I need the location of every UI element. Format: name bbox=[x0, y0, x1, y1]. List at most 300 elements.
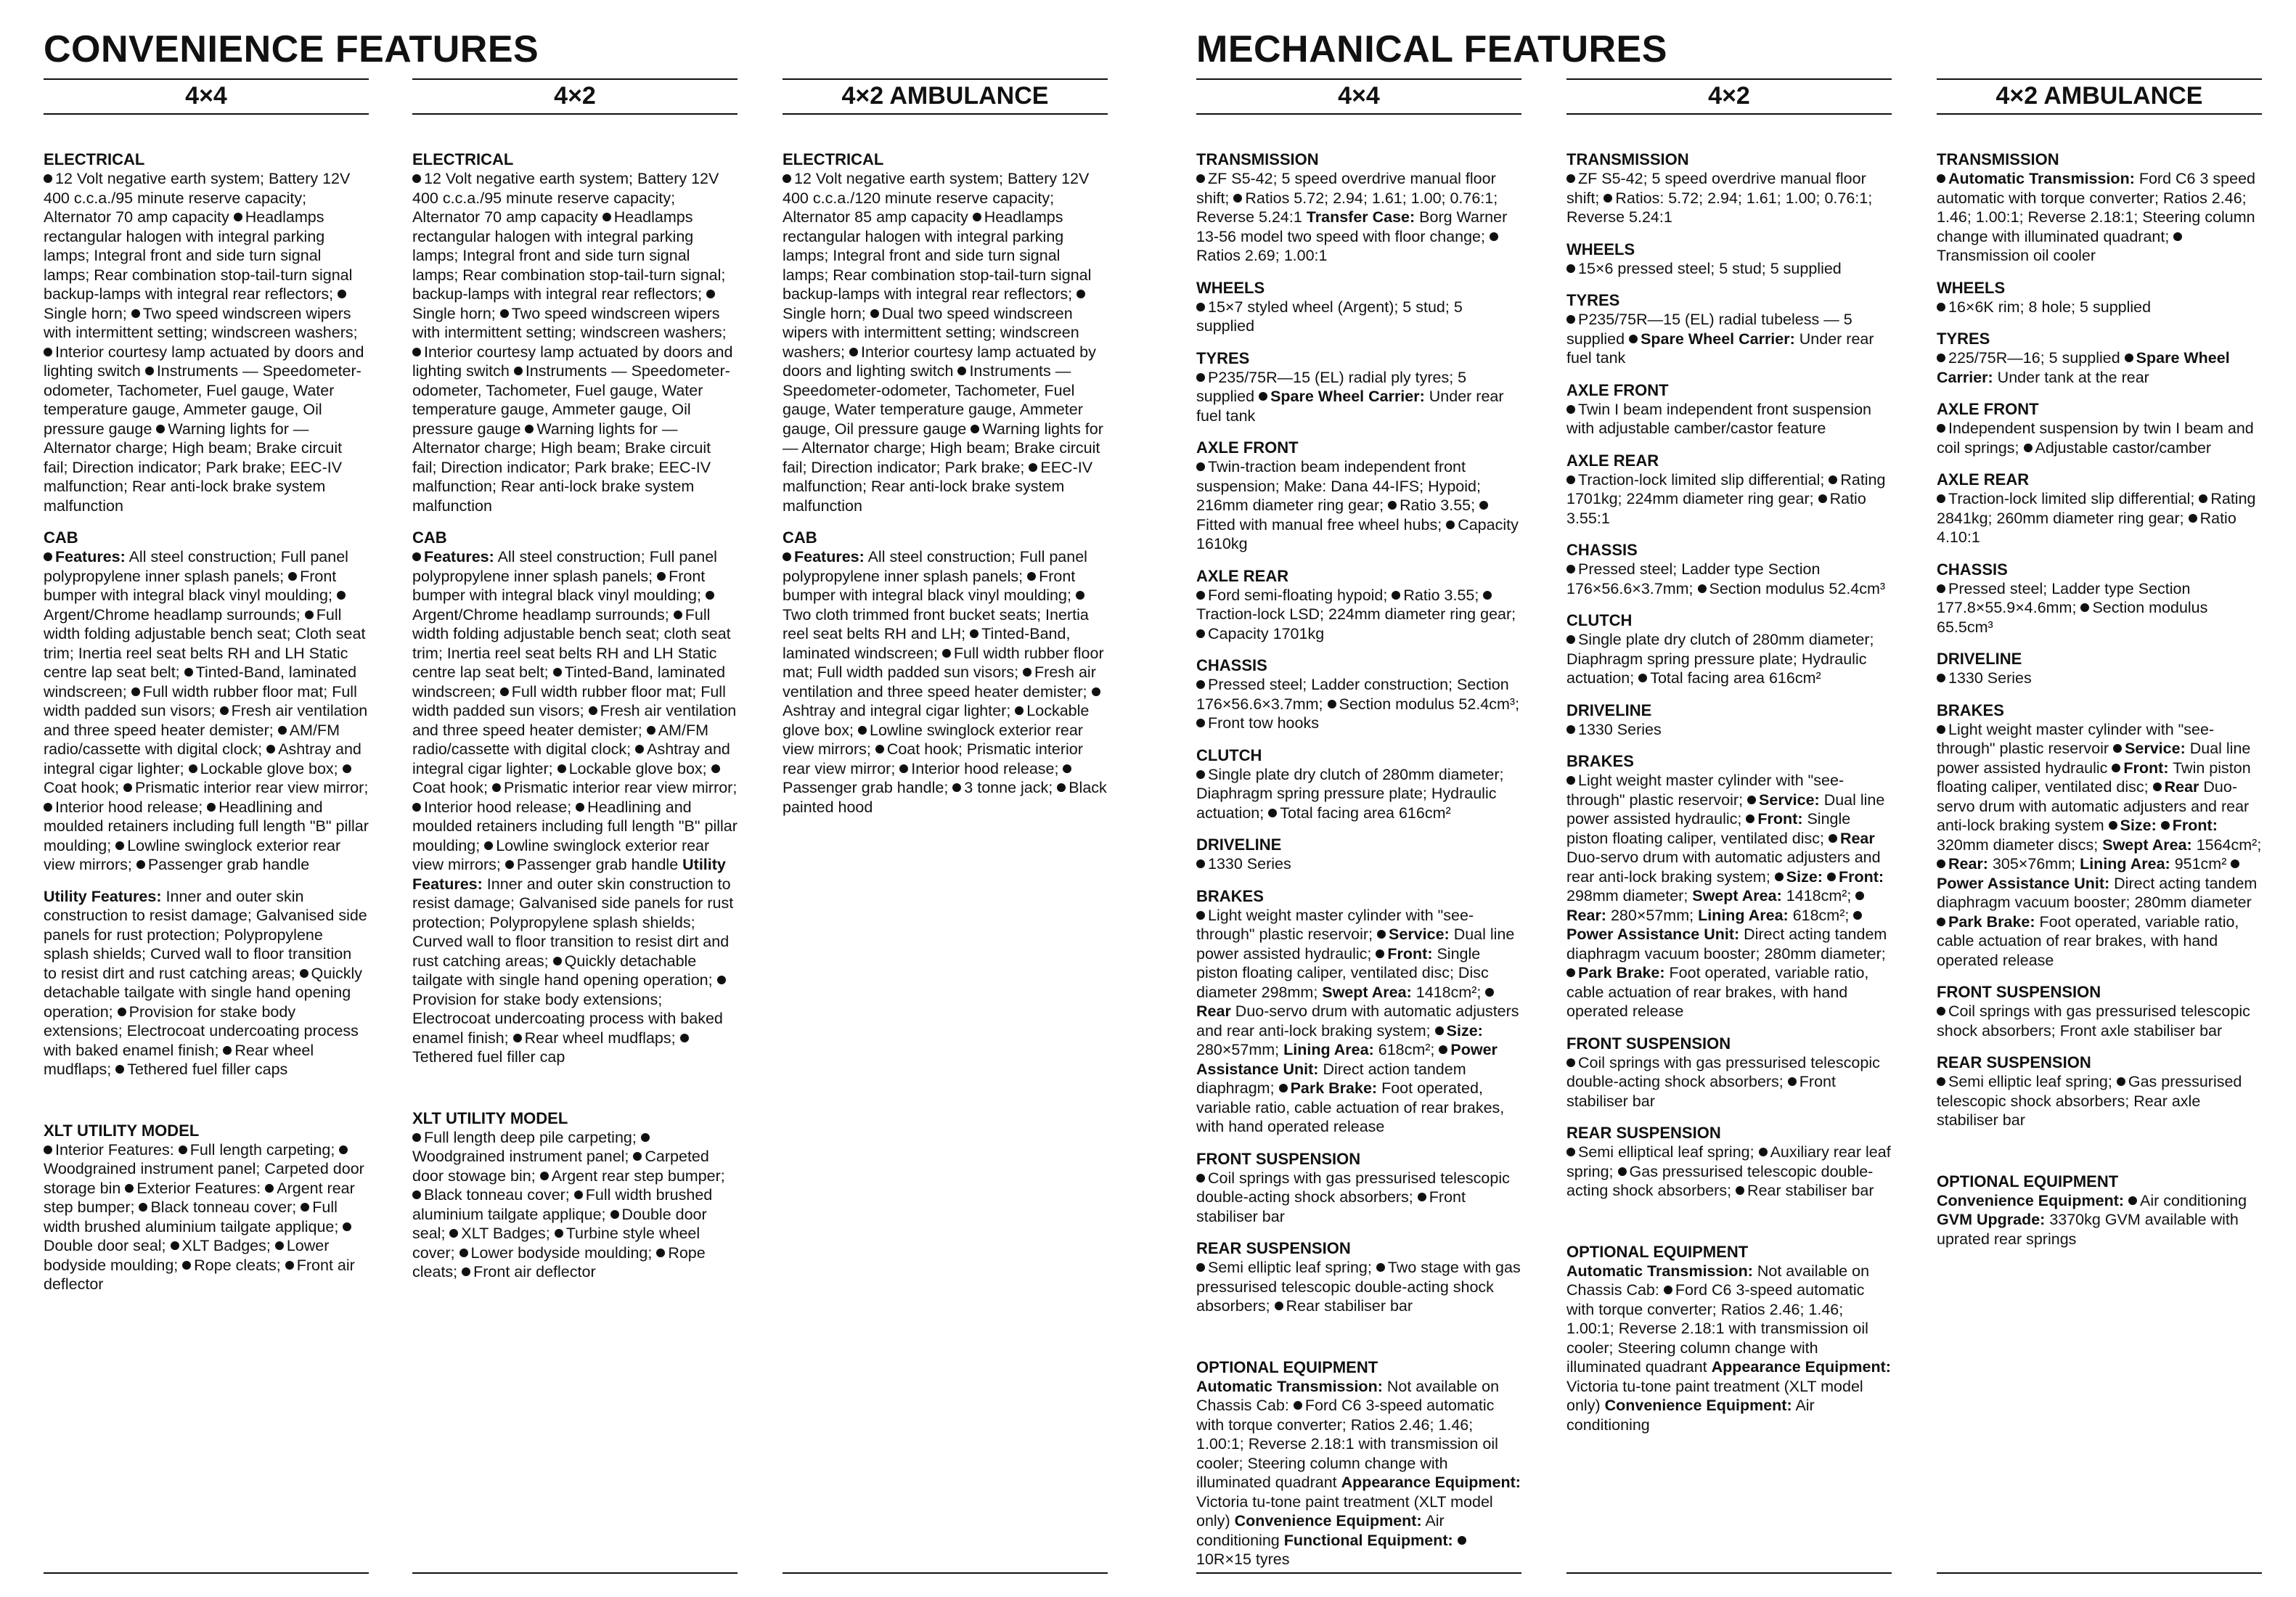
bullet-icon bbox=[1853, 911, 1862, 920]
spec-item bbox=[1698, 907, 1849, 924]
section-body bbox=[44, 1140, 369, 1294]
spec-text: 618cm²; bbox=[1378, 1041, 1435, 1058]
spec-item bbox=[189, 760, 338, 777]
spec-text: 280×57mm; bbox=[1196, 1041, 1280, 1058]
bullet-icon bbox=[706, 290, 715, 298]
spec-text: Passenger grab handle bbox=[147, 856, 310, 873]
spec-text: Section modulus 52.4cm³ bbox=[1709, 579, 1886, 597]
bottom-rule bbox=[1937, 1572, 2262, 1574]
bullet-icon bbox=[2199, 494, 2207, 503]
spec-section bbox=[1566, 751, 1892, 1021]
spec-text: Twin piston floating caliper, ventilated disc; bbox=[1937, 759, 2251, 796]
bullet-icon bbox=[123, 783, 132, 792]
spec-text: Total facing area 616cm² bbox=[1650, 669, 1821, 687]
bullet-icon bbox=[1196, 719, 1205, 727]
bullet-icon bbox=[2024, 444, 2033, 452]
spec-label: Lining Area: bbox=[1698, 906, 1789, 924]
section-body bbox=[1566, 771, 1892, 1021]
bullet-icon bbox=[278, 726, 287, 735]
bullet-icon bbox=[2117, 1077, 2125, 1086]
spec-text: Tethered fuel filler cap bbox=[412, 1048, 565, 1066]
spec-text: Warning lights for — Alternator charge; High beam; Brake circuit fail; Direction indicator; Park brake; EEC-IV malfunction; Rear anti-lock brake system malfunction bbox=[44, 420, 343, 515]
section-body bbox=[783, 547, 1108, 817]
spec-text: Ratio 3.55; bbox=[1400, 497, 1476, 514]
section-title: AXLE FRONT bbox=[1196, 438, 1299, 457]
section-title: WHEELS bbox=[1937, 278, 2006, 297]
section-title: CHASSIS bbox=[1196, 656, 1267, 674]
spec-text: Single plate dry clutch of 280mm diameter; Diaphragm spring pressure plate; Hydraulic actuation; bbox=[1196, 765, 1504, 822]
spec-label: Service: bbox=[2125, 740, 2186, 757]
bullet-icon bbox=[1937, 674, 1945, 682]
spec-text: Victoria tu-tone paint treatment (XLT model only) bbox=[1196, 1492, 1493, 1529]
section-body bbox=[1937, 489, 2262, 547]
bullet-icon bbox=[717, 976, 726, 984]
spec-label: Features: bbox=[794, 548, 865, 565]
bullet-icon bbox=[305, 610, 314, 619]
spec-label: Rear bbox=[1839, 829, 1875, 847]
bullet-icon bbox=[899, 764, 908, 773]
bullet-icon bbox=[1937, 1077, 1945, 1086]
spec-label: Automatic Transmission: bbox=[1196, 1377, 1383, 1395]
spec-text: 15×7 styled wheel (Argent); 5 stud; 5 supplied bbox=[1196, 298, 1463, 335]
section-title: REAR SUSPENSION bbox=[1937, 1053, 2091, 1071]
spec-item bbox=[1638, 669, 1821, 687]
spec-label: Spare Wheel Carrier: bbox=[1270, 388, 1425, 405]
section-title: AXLE FRONT bbox=[1937, 400, 2039, 418]
spec-text: Interior courtesy lamp actuated by doors and lighting switch bbox=[412, 343, 733, 380]
spec-item bbox=[1937, 669, 2032, 687]
bullet-icon bbox=[1196, 1174, 1205, 1183]
bullet-icon bbox=[1566, 405, 1575, 414]
bullet-icon bbox=[1629, 335, 1638, 343]
spec-text: Black tonneau cover; bbox=[424, 1186, 570, 1204]
column-convenience-4x2 bbox=[412, 78, 738, 1574]
bullet-icon bbox=[1618, 1167, 1627, 1176]
spec-section bbox=[412, 150, 738, 515]
spec-text: Duo-servo drum with automatic adjusters and rear anti-lock braking system bbox=[1937, 778, 2250, 834]
bullet-icon bbox=[1483, 591, 1492, 600]
spec-text: Instruments — Speedometer-odometer, Tachometer, Fuel gauge, Water temperature gauge, Ammeter gauge, Oil pressure gauge bbox=[44, 362, 361, 438]
bullet-icon bbox=[184, 668, 193, 677]
spec-text: Lower bodyside moulding; bbox=[44, 1237, 330, 1274]
spec-section bbox=[1196, 150, 1521, 266]
bullet-icon bbox=[1063, 764, 1071, 773]
spec-text: Fitted with manual free wheel hubs; bbox=[1196, 515, 1442, 534]
spec-section bbox=[1566, 1123, 1892, 1201]
bullet-icon bbox=[1566, 725, 1575, 734]
spec-text: 1418cm²; bbox=[1415, 983, 1482, 1001]
spec-section bbox=[1937, 649, 2262, 688]
spec-section bbox=[1566, 540, 1892, 598]
spec-text: 618cm²; bbox=[1792, 906, 1850, 924]
spec-label: Convenience Equipment: bbox=[1937, 1191, 2125, 1209]
spec-item bbox=[1937, 1002, 2250, 1040]
section-body bbox=[1566, 470, 1892, 528]
spec-label: Spare Wheel Carrier: bbox=[1641, 330, 1795, 348]
bullet-icon bbox=[156, 425, 165, 433]
spec-text: Single plate dry clutch of 280mm diameter; Diaphragm spring pressure plate; Hydraulic actuation; bbox=[1566, 631, 1874, 687]
section-title: CLUTCH bbox=[1196, 746, 1262, 764]
bullet-icon bbox=[115, 1065, 124, 1074]
bullet-icon bbox=[2231, 859, 2239, 868]
section-body bbox=[1196, 675, 1521, 733]
spec-item bbox=[1698, 580, 1886, 597]
spec-text: Lowline swinglock exterior rear view mirrors; bbox=[44, 836, 341, 873]
spec-text: 10R×15 tyres bbox=[1196, 1551, 1290, 1568]
spec-item bbox=[1566, 401, 1871, 438]
spec-section bbox=[1196, 655, 1521, 733]
spec-section bbox=[1196, 886, 1521, 1137]
bullet-icon bbox=[44, 803, 52, 812]
spec-item bbox=[540, 1167, 725, 1185]
bullet-icon bbox=[1937, 354, 1945, 362]
spec-text: Light weight master cylinder with "see-through" plastic reservoir; bbox=[1196, 906, 1474, 943]
spec-text: Dual line power assisted hydraulic; bbox=[1196, 926, 1515, 963]
spec-section bbox=[1566, 150, 1892, 227]
spec-item bbox=[459, 1244, 653, 1262]
spec-item bbox=[1937, 913, 2239, 969]
spec-text: Under tank at the rear bbox=[1997, 368, 2149, 386]
bullet-icon bbox=[1937, 918, 1945, 926]
bullet-icon bbox=[2153, 783, 2162, 791]
spec-text: Two speed windscreen wipers with intermittent setting; windscreen washers; bbox=[412, 304, 727, 341]
section-title: FRONT SUSPENSION bbox=[1937, 983, 2101, 1001]
spec-label: Features: bbox=[424, 548, 494, 565]
bullet-icon bbox=[971, 425, 979, 433]
spec-text: ZF S5-42; 5 speed overdrive manual floor shift; bbox=[1196, 170, 1496, 207]
spec-text: Ratio 4.10:1 bbox=[1937, 509, 2236, 546]
spec-item bbox=[136, 856, 309, 873]
section-title: AXLE REAR bbox=[1937, 470, 2030, 489]
spec-text: Semi elliptic leaf spring; bbox=[1208, 1259, 1372, 1276]
bullet-icon bbox=[1566, 1058, 1575, 1067]
section-title: ELECTRICAL bbox=[412, 150, 514, 168]
section-title: DRIVELINE bbox=[1566, 701, 1652, 719]
section-body bbox=[1196, 586, 1521, 644]
spec-item bbox=[123, 779, 368, 796]
bullet-icon bbox=[1388, 501, 1397, 510]
spec-label: Size: bbox=[1446, 1021, 1483, 1040]
spec-text: 12 Volt negative earth system; Battery 12V 400 c.c.a./95 minute reserve capacity; Alternator 70 amp capacity bbox=[44, 170, 351, 226]
spec-item bbox=[1196, 714, 1319, 732]
spec-text: Pressed steel; Ladder type Section 176×56.6×3.7mm; bbox=[1566, 560, 1821, 597]
spec-label: Front: bbox=[2123, 759, 2169, 777]
bullet-icon bbox=[1566, 635, 1575, 644]
bullet-icon bbox=[131, 309, 140, 318]
spec-text: Coat hook; Prismatic interior rear view mirror; bbox=[783, 740, 1083, 777]
spec-text: Direct acting tandem diaphragm vacuum booster; 280mm diameter; bbox=[1566, 926, 1887, 963]
spec-section bbox=[1937, 329, 2262, 387]
bullet-icon bbox=[513, 1034, 522, 1042]
spec-section bbox=[44, 528, 369, 875]
spec-item bbox=[449, 1225, 550, 1242]
spec-text: Black tonneau cover; bbox=[150, 1198, 297, 1216]
bullet-icon bbox=[706, 591, 714, 600]
column-mechanical-ambulance bbox=[1937, 78, 2262, 1574]
bullet-icon bbox=[118, 1008, 126, 1016]
spec-text: Tinted-Band, laminated windscreen; bbox=[44, 663, 357, 701]
section-title: TRANSMISSION bbox=[1937, 150, 2059, 168]
spec-text: Argent/Chrome headlamp surrounds; bbox=[412, 605, 669, 624]
bullet-icon bbox=[1566, 565, 1575, 573]
section-spacer bbox=[1566, 1213, 1892, 1242]
bullet-icon bbox=[44, 552, 52, 561]
spec-text: Instruments — Speedometer-odometer, Tachometer, Fuel gauge, Water temperature gauge, Ammeter gauge, Oil pressure gauge bbox=[412, 362, 730, 438]
column-convenience-4x4 bbox=[44, 78, 369, 1574]
bullet-icon bbox=[1015, 706, 1024, 715]
bullet-icon bbox=[674, 610, 682, 619]
spec-item bbox=[1322, 984, 1481, 1001]
spec-text: Coil springs with gas pressurised telescopic double-acting shock absorbers; bbox=[1566, 1053, 1880, 1090]
spec-section bbox=[1566, 240, 1892, 279]
spec-item bbox=[1566, 189, 1872, 226]
spec-text: Section modulus 65.5cm³ bbox=[1937, 599, 2208, 636]
spec-section bbox=[1196, 278, 1521, 336]
bullet-icon bbox=[540, 1172, 549, 1180]
bullet-icon bbox=[44, 1145, 52, 1154]
spec-text: Full width folding adjustable bench seat; cloth seat trim; Inertia reel seat belts RH and LH Static centre lap seat belt; bbox=[412, 605, 731, 681]
bullet-icon bbox=[1023, 668, 1031, 677]
bottom-rule bbox=[412, 1572, 738, 1574]
spec-item bbox=[1328, 695, 1520, 713]
spec-text: Front stabiliser bar bbox=[1196, 1188, 1466, 1225]
section-body bbox=[412, 169, 738, 515]
bullet-icon bbox=[1746, 814, 1754, 823]
spec-text: Interior hood release; bbox=[55, 798, 203, 816]
spec-text: Traction-lock limited slip differential; bbox=[1578, 470, 1825, 489]
section-body bbox=[1196, 1258, 1521, 1316]
bullet-icon bbox=[952, 783, 961, 792]
spec-item bbox=[2102, 836, 2261, 854]
bullet-icon bbox=[1566, 968, 1575, 977]
spec-text: Full length deep pile carpeting; bbox=[424, 1128, 637, 1146]
spec-text: All steel construction; Full panel polypropylene inner splash panels; bbox=[412, 548, 717, 585]
spec-text: AM/FM radio/cassette with digital clock; bbox=[44, 721, 340, 758]
bullet-icon bbox=[171, 1241, 179, 1250]
spec-text: Gas pressurised telescopic double-acting shock absorbers; bbox=[1566, 1162, 1874, 1199]
spec-text: Interior courtesy lamp actuated by doors and lighting switch bbox=[44, 343, 364, 380]
bullet-icon bbox=[1458, 1536, 1466, 1545]
bullet-icon bbox=[602, 213, 611, 221]
spec-text: 3370kg GVM available with uprated rear springs bbox=[1937, 1211, 2239, 1248]
bottom-rule bbox=[1566, 1572, 1892, 1574]
bullet-icon bbox=[1664, 1286, 1672, 1294]
spec-text: Headlining and moulded retainers including full length "B" pillar moulding; bbox=[44, 798, 369, 854]
bullet-icon bbox=[1827, 873, 1836, 881]
section-title: TYRES bbox=[1937, 330, 1990, 348]
section-title: XLT UTILITY MODEL bbox=[412, 1108, 568, 1127]
spec-text: 298mm diameter; bbox=[1566, 887, 1688, 904]
section-title: TRANSMISSION bbox=[1566, 150, 1689, 168]
bullet-icon bbox=[492, 783, 501, 792]
spec-text: Dual line power assisted hydraulic; bbox=[1566, 791, 1885, 828]
spec-item bbox=[1392, 587, 1479, 604]
bullet-icon bbox=[412, 1190, 421, 1199]
spec-text: Light weight master cylinder with "see-through" plastic reservoir bbox=[1937, 720, 2215, 757]
spec-text: Prismatic interior rear view mirror; bbox=[134, 779, 369, 796]
spec-text: 280×57mm; bbox=[1610, 906, 1694, 924]
spec-item bbox=[1196, 1259, 1372, 1276]
spec-text: Front bumper with integral black vinyl moulding; bbox=[412, 567, 706, 604]
spec-section bbox=[1196, 1149, 1521, 1227]
section-body bbox=[1196, 298, 1521, 336]
section-title: CAB bbox=[44, 528, 78, 547]
spec-label: Features: bbox=[55, 548, 126, 565]
section-title: ELECTRICAL bbox=[44, 150, 145, 168]
bullet-icon bbox=[505, 860, 514, 869]
bullet-icon bbox=[1855, 891, 1864, 900]
bullet-icon bbox=[514, 367, 523, 375]
spec-text: Full width brushed aluminium tailgate applique; bbox=[412, 1186, 713, 1223]
spec-text: Single piston floating caliper, ventilated disc; Disc diameter 298mm; bbox=[1196, 944, 1489, 1001]
spec-text: Rope cleats; bbox=[412, 1243, 706, 1281]
spec-section bbox=[44, 887, 369, 1079]
spec-text: P235/75R—15 (EL) radial ply tyres; 5 supplied bbox=[1196, 368, 1467, 405]
spec-item bbox=[1937, 1192, 2128, 1209]
spec-label: Park Brake: bbox=[1578, 964, 1665, 981]
bullet-icon bbox=[145, 367, 154, 375]
spec-text: Coat hook; bbox=[44, 779, 119, 796]
bullet-icon bbox=[1490, 232, 1498, 241]
bullet-icon bbox=[1937, 859, 1945, 868]
bullet-icon bbox=[1566, 315, 1575, 324]
spec-text: Not available on Chassis Cab: bbox=[1566, 1262, 1870, 1299]
spec-label: Rear: bbox=[1948, 855, 1988, 873]
spec-text: All steel construction; Full panel polypropylene inner splash panels; bbox=[44, 548, 348, 585]
bullet-icon bbox=[1818, 494, 1827, 503]
bullet-icon bbox=[875, 745, 884, 753]
bullet-icon bbox=[1328, 700, 1336, 708]
bullet-icon bbox=[338, 290, 346, 298]
bullet-icon bbox=[656, 1249, 665, 1257]
bullet-icon bbox=[2161, 821, 2170, 830]
spec-item bbox=[1196, 625, 1324, 642]
bullet-icon bbox=[131, 687, 140, 696]
convenience-features-title: CONVENIENCE FEATURES bbox=[44, 28, 539, 70]
bullet-icon bbox=[1435, 1026, 1444, 1035]
spec-text: Ford C6 3 speed automatic with torque converter; Ratios 2.46; 1.46; 1.00:1; Reverse 2.18:1; Steering column change with illuminated quadrant; bbox=[1937, 170, 2255, 245]
spec-section bbox=[1937, 150, 2262, 266]
spec-item bbox=[412, 1186, 570, 1204]
spec-text: 225/75R—16; 5 supplied bbox=[1948, 349, 2120, 367]
bullet-icon bbox=[2112, 764, 2120, 772]
section-title: OPTIONAL EQUIPMENT bbox=[1196, 1357, 1378, 1376]
spec-text: Foot operated, variable ratio, cable actuation of rear brakes, with hand operated release bbox=[1196, 1079, 1505, 1135]
spec-label: Park Brake: bbox=[1290, 1079, 1378, 1097]
spec-text: Direct action tandem diaphragm; bbox=[1196, 1060, 1466, 1097]
spec-text: Ashtray and integral cigar lighter; bbox=[44, 740, 361, 777]
section-title: ELECTRICAL bbox=[783, 150, 884, 168]
spec-text: Full width folding adjustable bench seat; Cloth seat trim; Inertia reel seat belts RH and LH Static centre lap seat belt; bbox=[44, 605, 366, 681]
mechanical-features-title: MECHANICAL FEATURES bbox=[1196, 28, 1667, 70]
bullet-icon bbox=[783, 552, 791, 561]
spec-text: Adjustable castor/camber bbox=[2035, 438, 2212, 457]
bullet-icon bbox=[783, 174, 791, 183]
spec-text: Argent rear step bumper; bbox=[44, 1179, 355, 1216]
bullet-icon bbox=[125, 1184, 134, 1193]
bullet-icon bbox=[635, 745, 644, 753]
bullet-icon bbox=[970, 629, 979, 638]
column-mechanical-4x4 bbox=[1196, 78, 1521, 1574]
section-title: DRIVELINE bbox=[1196, 836, 1282, 854]
spec-text: Front tow hooks bbox=[1208, 714, 1319, 732]
bullet-icon bbox=[553, 957, 562, 965]
spec-text: 1330 Series bbox=[1208, 855, 1291, 873]
spec-section bbox=[783, 150, 1108, 515]
bullet-icon bbox=[1937, 494, 1945, 503]
section-title: AXLE REAR bbox=[1196, 566, 1289, 585]
spec-text: Ratio 3.55; bbox=[1403, 586, 1479, 604]
spec-section bbox=[1196, 566, 1521, 644]
spec-text: Lower bodyside moulding; bbox=[470, 1243, 653, 1262]
column-heading: 4×2 bbox=[1566, 78, 1892, 115]
bullet-icon bbox=[500, 687, 509, 696]
spec-section bbox=[1937, 1172, 2262, 1249]
column-heading: 4×2 AMBULANCE bbox=[1937, 78, 2262, 115]
spec-text: Coat hook; bbox=[412, 779, 488, 796]
spec-label: Rear bbox=[1196, 1002, 1231, 1020]
section-body bbox=[1566, 259, 1892, 279]
spec-label: Rear bbox=[2164, 778, 2199, 796]
spec-text: Capacity 1701kg bbox=[1208, 624, 1325, 642]
spec-label: Lining Area: bbox=[2080, 855, 2170, 873]
bullet-icon bbox=[182, 1261, 191, 1270]
bullet-icon bbox=[1937, 584, 1945, 593]
section-body bbox=[1566, 630, 1892, 688]
bullet-icon bbox=[849, 348, 858, 356]
section-body bbox=[1937, 1002, 2262, 1040]
bullet-icon bbox=[633, 1152, 642, 1161]
spec-item bbox=[1937, 1211, 2239, 1248]
spec-text: Lockable glove box; bbox=[568, 759, 707, 777]
bullet-icon bbox=[1057, 783, 1066, 792]
section-title: BRAKES bbox=[1566, 752, 1634, 770]
spec-label: Power Assistance Unit: bbox=[1566, 926, 1740, 943]
spec-text: Quickly detachable tailgate with single hand opening operation; bbox=[44, 964, 363, 1021]
spec-text: Interior hood release; bbox=[911, 759, 1059, 777]
section-title: REAR SUSPENSION bbox=[1196, 1239, 1351, 1257]
bullet-icon bbox=[1233, 194, 1242, 203]
bullet-icon bbox=[223, 1046, 232, 1055]
spec-text: Headlamps rectangular halogen with integral parking lamps; Integral front and side turn signal lamps; Rear combination stop-tail-turn signal backup-lamps with integral rear reflectors; bbox=[44, 208, 353, 303]
spec-text: Instruments — Speedometer-odometer, Tachometer, Fuel gauge, Water temperature gauge, Ammeter gauge, Oil pressure gauge bbox=[783, 362, 1083, 438]
section-body bbox=[1937, 720, 2262, 971]
spec-text: Rear stabiliser bar bbox=[1747, 1182, 1874, 1199]
spec-text: Ford C6 3-speed automatic with torque converter; Ratios 2.46; 1.46; 1.00:1; Reverse 2.18:1 with transmission oil cooler; Steering column change with illuminated quadrant bbox=[1566, 1281, 1868, 1376]
column-heading: 4×4 bbox=[44, 78, 369, 115]
spec-text: Tinted-Band, laminated windscreen; bbox=[783, 625, 1071, 662]
bullet-icon bbox=[1937, 725, 1945, 734]
spec-text: 1564cm²; bbox=[2196, 836, 2262, 854]
section-title: TRANSMISSION bbox=[1196, 150, 1319, 168]
spec-text: Turbine style wheel cover; bbox=[412, 1225, 700, 1262]
spec-text: Full width rubber floor mat; Full width padded sun visors; bbox=[412, 682, 726, 719]
bullet-icon bbox=[1603, 194, 1612, 203]
spec-text: Double door seal; bbox=[412, 1205, 707, 1242]
bullet-icon bbox=[1829, 834, 1837, 843]
spec-item bbox=[899, 760, 1058, 777]
bullet-icon bbox=[1076, 591, 1084, 600]
section-body bbox=[44, 169, 369, 515]
bottom-rule bbox=[1196, 1572, 1521, 1574]
bullet-icon bbox=[300, 969, 309, 978]
spec-item bbox=[115, 1061, 287, 1078]
bullet-icon bbox=[1196, 174, 1205, 183]
spec-label: Front: bbox=[1387, 944, 1433, 963]
bullet-icon bbox=[1377, 930, 1386, 939]
section-body bbox=[44, 887, 369, 1079]
bullet-icon bbox=[957, 367, 966, 375]
